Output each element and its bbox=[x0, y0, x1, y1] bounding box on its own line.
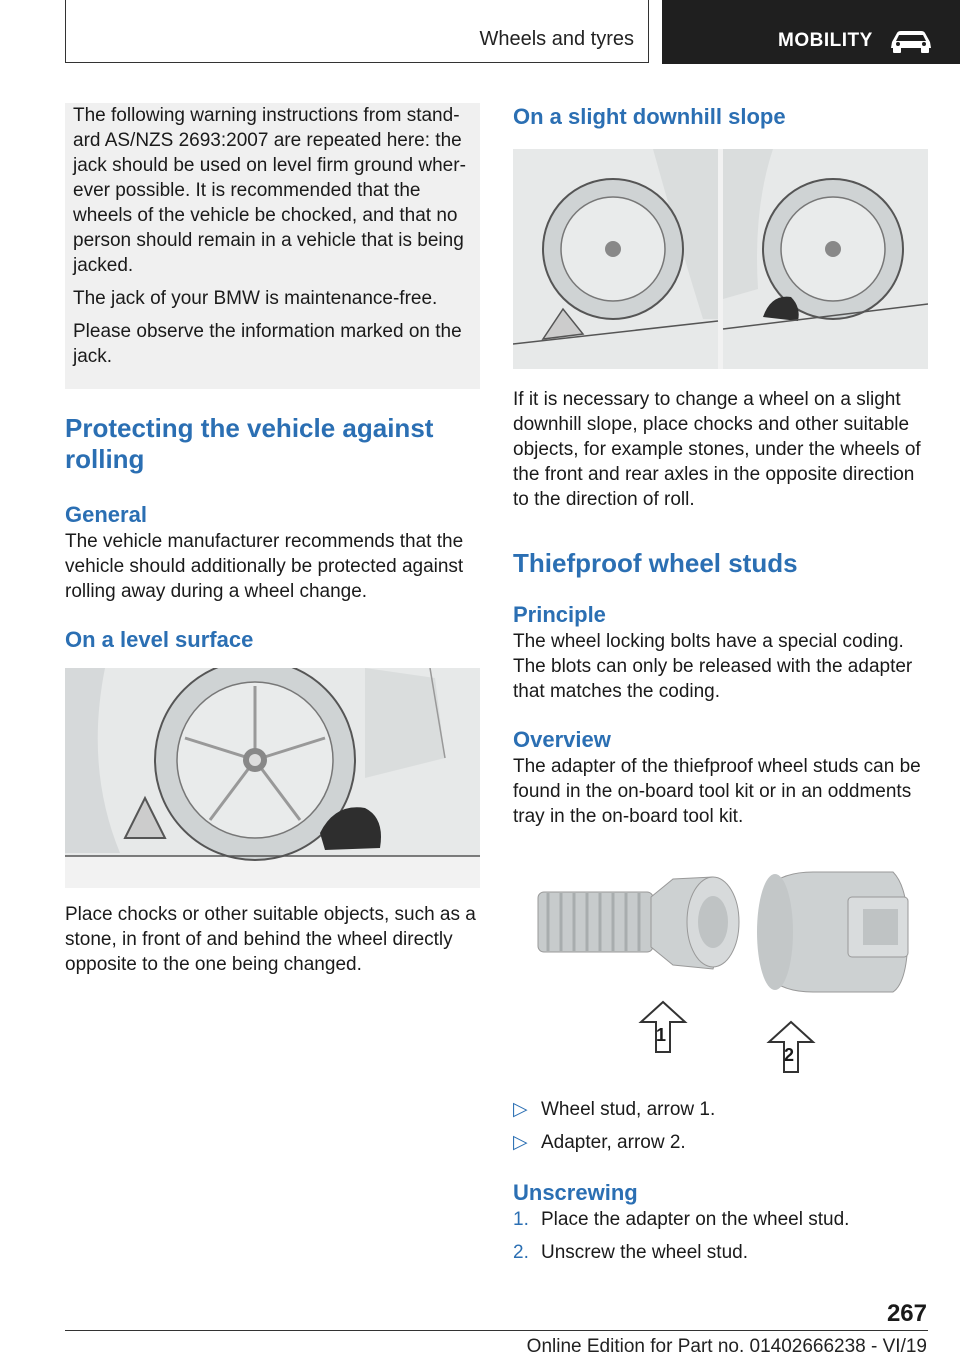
general-text: The vehicle manufacturer recommends that the vehicle should additionally be protected against rolling away during a wheel change. bbox=[65, 531, 464, 602]
principle-text: The wheel locking bolts have a special coding. The blots can only be released with the adapter that matches the coding. bbox=[513, 631, 913, 702]
callout-2: 2 bbox=[784, 1045, 795, 1065]
subsection-unscrewing: Unscrewing bbox=[513, 1180, 638, 1205]
left-column bbox=[65, 103, 480, 977]
footer-divider bbox=[65, 1330, 928, 1331]
bullet-list bbox=[513, 1097, 928, 1155]
subsection-principle: Principle bbox=[513, 602, 606, 627]
header-section-box bbox=[65, 0, 649, 63]
overview-text: The adapter of the thiefproof wheel studs can be found in the on-board tool kit or in an oddments tray in the on-board tool kit. bbox=[513, 756, 921, 827]
downhill-text: If it is necessary to change a wheel on a slight downhill slope, place chocks and other suitable objects, for example stones, under the wheels of the front and rear axles in the opposite direction to the direction of roll. bbox=[513, 389, 921, 510]
bullet-marker: ▷ bbox=[513, 1132, 528, 1153]
callout-1: 1 bbox=[656, 1025, 667, 1045]
header-section-title: Wheels and tyres bbox=[479, 28, 634, 50]
subsection-general: General bbox=[65, 502, 147, 527]
section-title-rolling: Protecting the vehicle against rolling bbox=[65, 413, 434, 474]
level-surface-text: Place chocks or other suitable objects, such as a stone, in front of and behind the wheel directly opposite to the one being changed. bbox=[65, 904, 476, 975]
page-number: 267 bbox=[886, 1300, 927, 1327]
downhill-figure bbox=[513, 149, 928, 369]
list-item: ▷ Wheel stud, arrow 1. bbox=[513, 1099, 716, 1120]
header-tab-label: MOBILITY bbox=[778, 30, 873, 51]
step-list bbox=[513, 1207, 928, 1265]
subsection-level-surface: On a level surface bbox=[65, 627, 254, 652]
level-surface-figure bbox=[65, 668, 480, 888]
note-paragraph: Please observe the information marked on the jack. bbox=[73, 321, 462, 367]
header-mobility-tab[interactable] bbox=[662, 0, 960, 64]
note-paragraph: The jack of your BMW is maintenance-free. bbox=[73, 288, 438, 309]
bullet-marker: ▷ bbox=[513, 1099, 528, 1120]
note-paragraph: The following warning instructions from standard AS/NZS 2693:2007 are repeated here: the jack should be used on level firm ground wherever possible. It is recommended that the wheels of the vehicle be chocked, and that no person should remain in a vehicle that is being jacked. bbox=[73, 105, 466, 276]
list-item: ▷ Adapter, arrow 2. bbox=[513, 1132, 686, 1153]
list-item: 2. Unscrew the wheel stud. bbox=[513, 1242, 748, 1263]
wheel-stud-figure bbox=[513, 857, 928, 1087]
warning-note bbox=[65, 103, 480, 389]
section-title-studs: Thiefproof wheel studs bbox=[513, 548, 798, 578]
car-icon bbox=[888, 28, 934, 59]
list-item: 1. Place the adapter on the wheel stud. bbox=[513, 1209, 850, 1230]
subsection-overview: Overview bbox=[513, 727, 611, 752]
subsection-downhill: On a slight downhill slope bbox=[513, 104, 786, 129]
right-column bbox=[513, 103, 928, 1265]
footer-edition: Online Edition for Part no. 01402666238 - VI/19 bbox=[526, 1336, 927, 1357]
